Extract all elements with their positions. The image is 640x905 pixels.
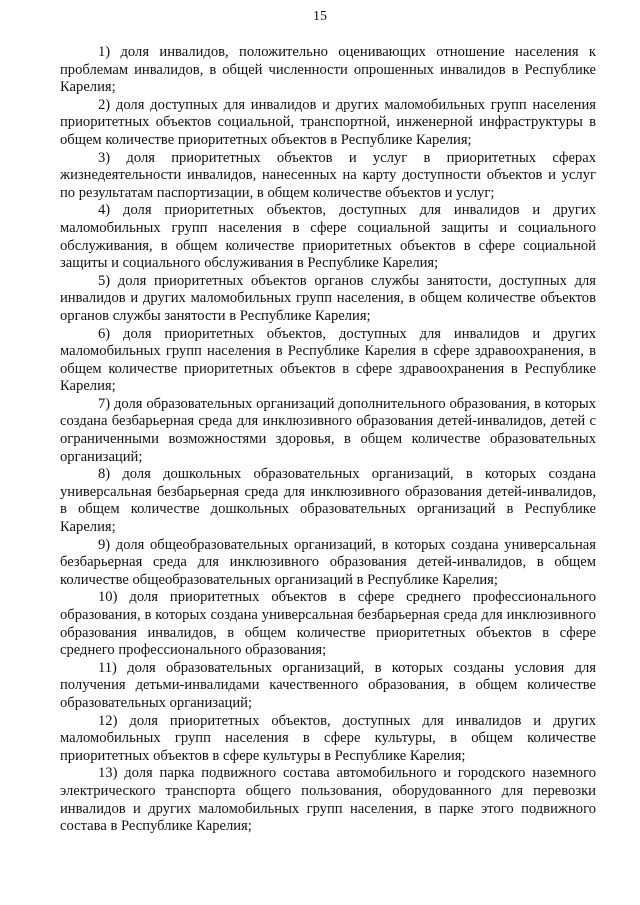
list-item-11: 11) доля образовательных организаций, в которых созданы условия для получения детьми-инвалидами качественного образования, в общем количестве образовательных организаций; (60, 659, 596, 711)
list-item-2: 2) доля доступных для инвалидов и других маломобильных групп населения приоритетных объектов социальной, транспортной, инженерной инфраструктуры в общем количестве приоритетных объектов в Республике Карелия; (60, 96, 596, 148)
list-item-5: 5) доля приоритетных объектов органов службы занятости, доступных для инвалидов и других маломобильных групп населения, в общем количестве объектов органов службы занятости в Республике Карелия; (60, 272, 596, 324)
list-item-12: 12) доля приоритетных объектов, доступных для инвалидов и других маломобильных групп населения в сфере культуры, в общем количестве приоритетных объектов в сфере культуры в Республике Карелия; (60, 712, 596, 764)
document-body (60, 44, 596, 836)
list-item-6: 6) доля приоритетных объектов, доступных для инвалидов и других маломобильных групп населения в Республике Карелия в сфере здравоохранения, в общем количестве приоритетных объектов в сфере здравоохранения в Республике Карелия; (60, 325, 596, 395)
list-item-9: 9) доля общеобразовательных организаций, в которых создана универсальная безбарьерная среда для инклюзивного образования детей-инвалидов, в общем количестве общеобразовательных организаций в Республике Карелия; (60, 536, 596, 588)
list-item-7: 7) доля образовательных организаций дополнительного образования, в которых создана безбарьерная среда для инклюзивного образования детей-инвалидов, детей с ограниченными возможностями здоровья, в общем количестве образовательных организаций; (60, 395, 596, 465)
list-item-4: 4) доля приоритетных объектов, доступных для инвалидов и других маломобильных групп населения в сфере социальной защиты и социального обслуживания, в общем количестве приоритетных объектов в сфере социальной защиты и социального обслуживания в Республике Карелия; (60, 202, 596, 272)
list-item-8: 8) доля дошкольных образовательных организаций, в которых создана универсальная безбарьерная среда для инклюзивного образования детей-инвалидов, в общем количестве дошкольных образовательных организаций в Республике Карелия; (60, 466, 596, 536)
list-item-13: 13) доля парка подвижного состава автомобильного и городского наземного электрического транспорта общего пользования, оборудованного для перевозки инвалидов и других маломобильных групп населения, в парке этого подвижного состава в Республике Карелия; (60, 765, 596, 835)
list-item-1: 1) доля инвалидов, положительно оценивающих отношение населения к проблемам инвалидов, в общей численности опрошенных инвалидов в Республике Карелия; (60, 44, 596, 96)
list-item-10: 10) доля приоритетных объектов в сфере среднего профессионального образования, в которых создана универсальная безбарьерная среда для инклюзивного образования инвалидов, в общем количестве приоритетных объектов в сфере среднего профессионального образования; (60, 589, 596, 659)
list-item-3: 3) доля приоритетных объектов и услуг в приоритетных сферах жизнедеятельности инвалидов, нанесенных на карту доступности объектов и услуг по результатам паспортизации, в общем количестве объектов и услуг; (60, 149, 596, 201)
page-number: 15 (313, 9, 327, 24)
